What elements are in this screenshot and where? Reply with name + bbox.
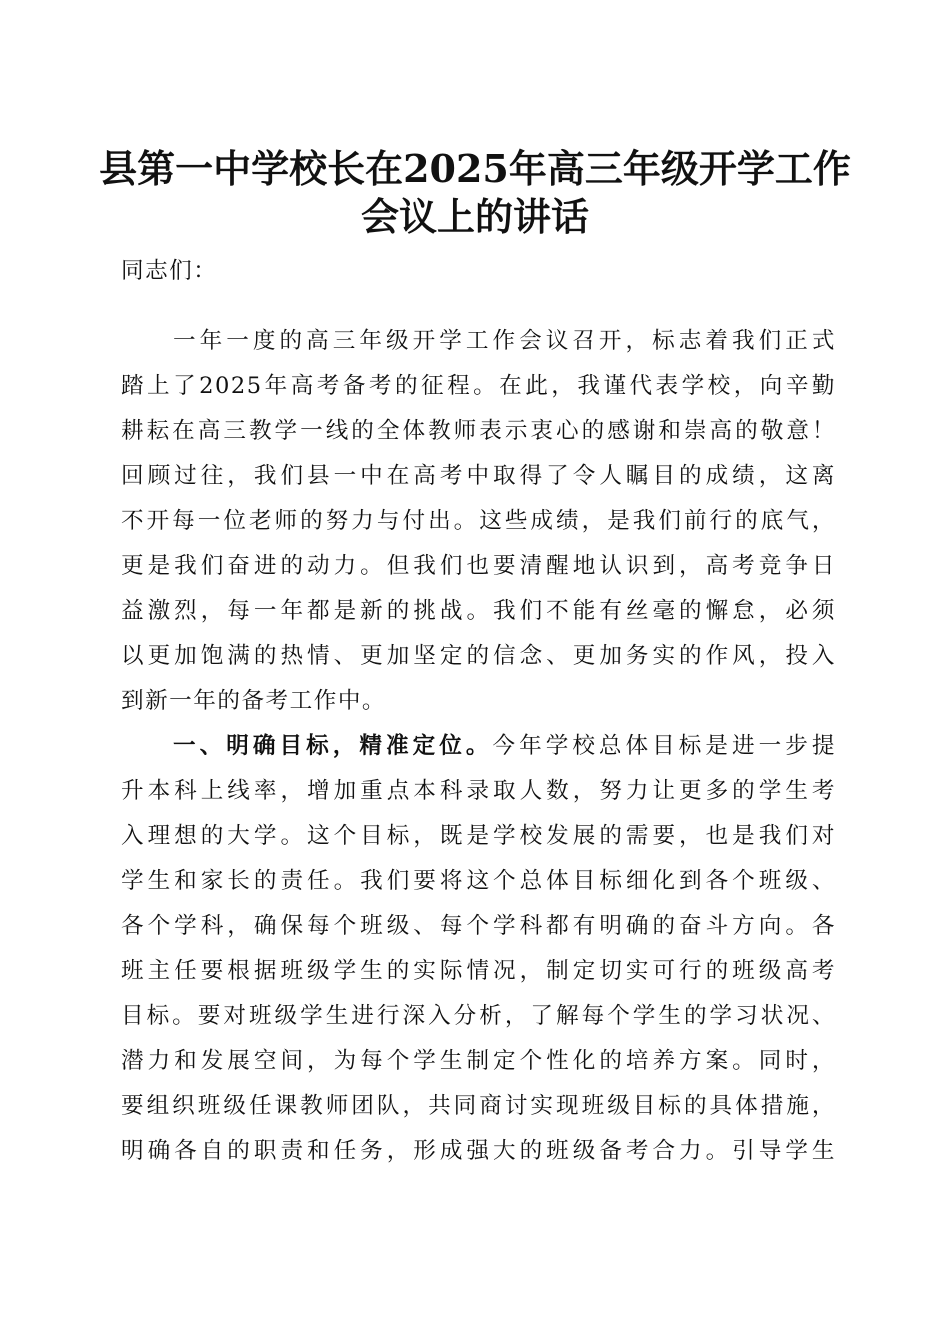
paragraph-2-line: 学生和家长的责任。我们要将这个总体目标细化到各个班级、 [121, 868, 836, 894]
paragraph-1-line: 回顾过往，我们县一中在高考中取得了令人瞩目的成绩，这离 [121, 463, 836, 489]
paragraph-2-line: 明确各自的职责和任务，形成强大的班级备考合力。引导学生 [121, 1138, 836, 1164]
paragraph-1-line: 踏上了2025年高考备考的征程。在此，我谨代表学校，向辛勤 [121, 373, 836, 399]
paragraph-1-line: 更是我们奋进的动力。但我们也要清醒地认识到，高考竞争日 [121, 553, 836, 579]
paragraph-1-line: 耕耘在高三教学一线的全体教师表示衷心的感谢和崇高的敬意！ [121, 418, 836, 444]
paragraph-2-line: 各个学科，确保每个班级、每个学科都有明确的奋斗方向。各 [121, 913, 836, 939]
paragraph-2-line: 目标。要对班级学生进行深入分析，了解每个学生的学习状况、 [121, 1003, 836, 1029]
paragraph-2-line: 潜力和发展空间，为每个学生制定个性化的培养方案。同时， [121, 1048, 836, 1074]
paragraph-2-line: 入理想的大学。这个目标，既是学校发展的需要，也是我们对 [121, 823, 836, 849]
paragraph-1-line: 到新一年的备考工作中。 [121, 688, 387, 714]
paragraph-1-line: 一年一度的高三年级开学工作会议召开，标志着我们正式 [173, 328, 836, 354]
paragraph-2-line: 要组织班级任课教师团队，共同商讨实现班级目标的具体措施， [121, 1093, 836, 1119]
paragraph-2-line: 升本科上线率，增加重点本科录取人数，努力让更多的学生考 [121, 778, 836, 804]
title-line-2: 会议上的讲话 [360, 194, 589, 239]
salutation: 同志们： [121, 258, 218, 284]
paragraph-2-line: 班主任要根据班级学生的实际情况，制定切实可行的班级高考 [121, 958, 836, 984]
paragraph-2-text: 今年学校总体目标是进一步提 [492, 733, 836, 759]
title-line-1: 县第一中学校长在2025年高三年级开学工作 [99, 146, 851, 191]
paragraph-1-line: 以更加饱满的热情、更加坚定的信念、更加务实的作风，投入 [121, 643, 836, 669]
paragraph-1-line: 不开每一位老师的努力与付出。这些成绩，是我们前行的底气， [121, 508, 836, 534]
paragraph-2-first-line [173, 731, 836, 761]
paragraph-1-line: 益激烈，每一年都是新的挑战。我们不能有丝毫的懈怠，必须 [121, 598, 836, 624]
section-heading: 一、明确目标，精准定位。 [173, 733, 493, 759]
